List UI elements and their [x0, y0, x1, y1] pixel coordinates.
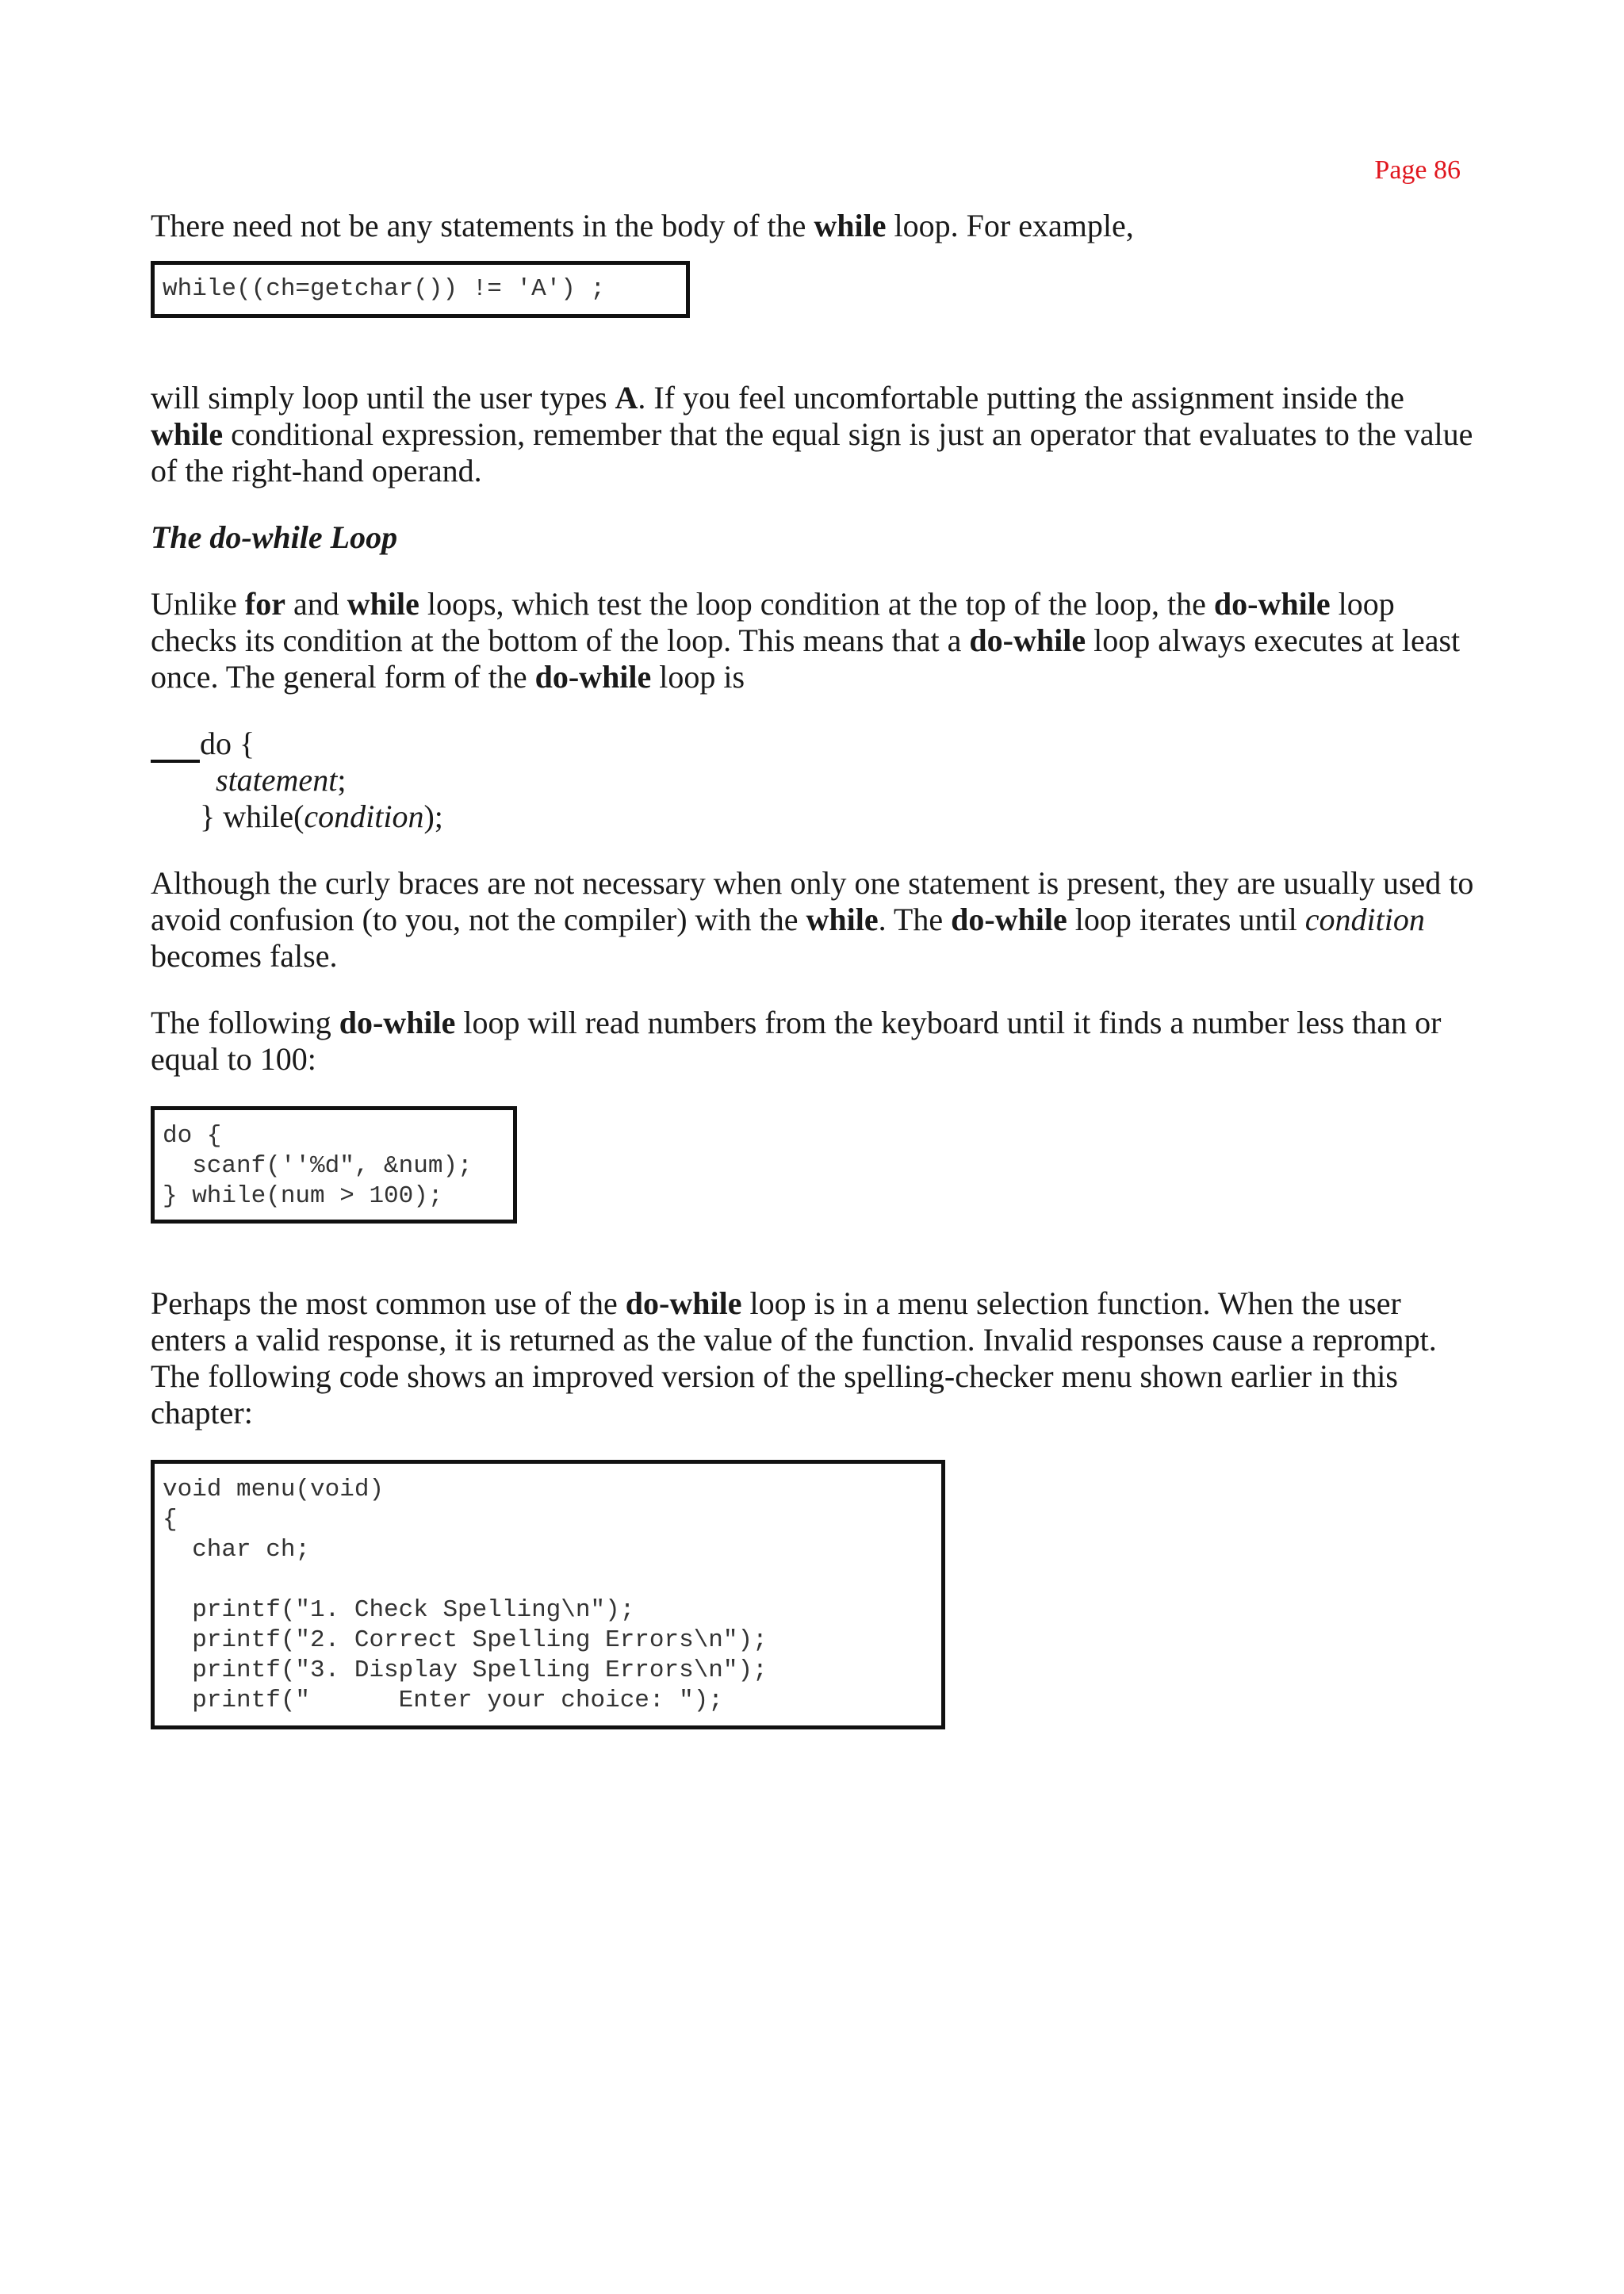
text: Although the curly braces are not necessary when only one statement is present, they are usually used to avoid confusion (to you, not the compiler) with the: [151, 865, 1474, 937]
page-number: Page 86: [1374, 155, 1461, 185]
paragraph-intro: [151, 208, 1475, 244]
keyword: for: [244, 586, 285, 622]
keyword: do-while: [1213, 586, 1331, 622]
text: } while(: [200, 798, 304, 834]
keyword: while: [806, 902, 879, 937]
margin-bar: [151, 760, 200, 763]
text: ;: [337, 762, 347, 798]
text: The following: [151, 1005, 339, 1040]
text: will simply loop until the user types: [151, 380, 615, 416]
syntax-line: [151, 798, 1475, 835]
text: loop always executes at least once. The general form of the: [151, 622, 1461, 695]
keyword: do-while: [969, 622, 1086, 658]
paragraph-while-explanation: [151, 380, 1475, 489]
text: and: [285, 586, 347, 622]
paragraph-braces: [151, 865, 1475, 975]
keyword: do-while: [339, 1005, 456, 1040]
text: );: [423, 798, 443, 834]
code-block-menu: void menu(void) { char ch; printf("1. Check Spelling\n"); printf("2. Correct Spelling Errors\n"); printf("3. Display Spelling Errors\n"); printf(" Enter your choice: ");: [151, 1460, 945, 1729]
text: . If you feel uncomfortable putting the assignment inside the: [638, 380, 1404, 416]
page-content: [151, 208, 1475, 1729]
text: loops, which test the loop condition at the top of the loop, the: [419, 586, 1214, 622]
syntax-line: do {: [200, 726, 255, 761]
text: loop is in a menu selection function. When the user enters a valid response, it is returned as the value of the function. Invalid responses cause a reprompt. The following code shows an improved version of the spelling-checker menu shown earlier in this chapter:: [151, 1285, 1437, 1430]
text: Unlike: [151, 586, 245, 622]
text: loop checks its condition at the bottom of the loop. This means that a: [151, 586, 1395, 658]
paragraph-menu-intro: [151, 1285, 1475, 1431]
code-block-while: while((ch=getchar()) != 'A') ;: [151, 261, 690, 318]
text: Perhaps the most common use of the: [151, 1285, 626, 1321]
keyword: A: [615, 380, 638, 416]
text: There need not be any statements in the body of the: [151, 208, 814, 243]
keyword: do-while: [534, 659, 652, 695]
text: loop iterates until: [1067, 902, 1305, 937]
text: . The: [878, 902, 952, 937]
code-block-scanf: do { scanf(''%d", &num); } while(num > 100);: [151, 1106, 517, 1224]
keyword: do-while: [951, 902, 1067, 937]
keyword: do-while: [625, 1285, 742, 1321]
keyword: while: [814, 208, 887, 243]
placeholder-term: condition: [304, 798, 424, 834]
placeholder-term: statement: [216, 762, 338, 798]
placeholder-term: condition: [1304, 902, 1425, 937]
syntax-line: [151, 762, 1475, 798]
text: loop. For example,: [886, 208, 1134, 243]
section-heading: The do-while Loop: [151, 519, 398, 555]
text: loop is: [651, 659, 745, 695]
keyword: while: [347, 586, 419, 622]
paragraph-example-intro: [151, 1005, 1475, 1078]
paragraph-do-while-intro: [151, 586, 1475, 695]
keyword: while: [151, 416, 224, 452]
text: becomes false.: [151, 938, 338, 974]
text: conditional expression, remember that the equal sign is just an operator that evaluates to the value of the right-hand operand.: [151, 416, 1473, 488]
syntax-general-form: [151, 726, 1475, 835]
text: loop will read numbers from the keyboard until it finds a number less than or equal to 100:: [151, 1005, 1442, 1077]
